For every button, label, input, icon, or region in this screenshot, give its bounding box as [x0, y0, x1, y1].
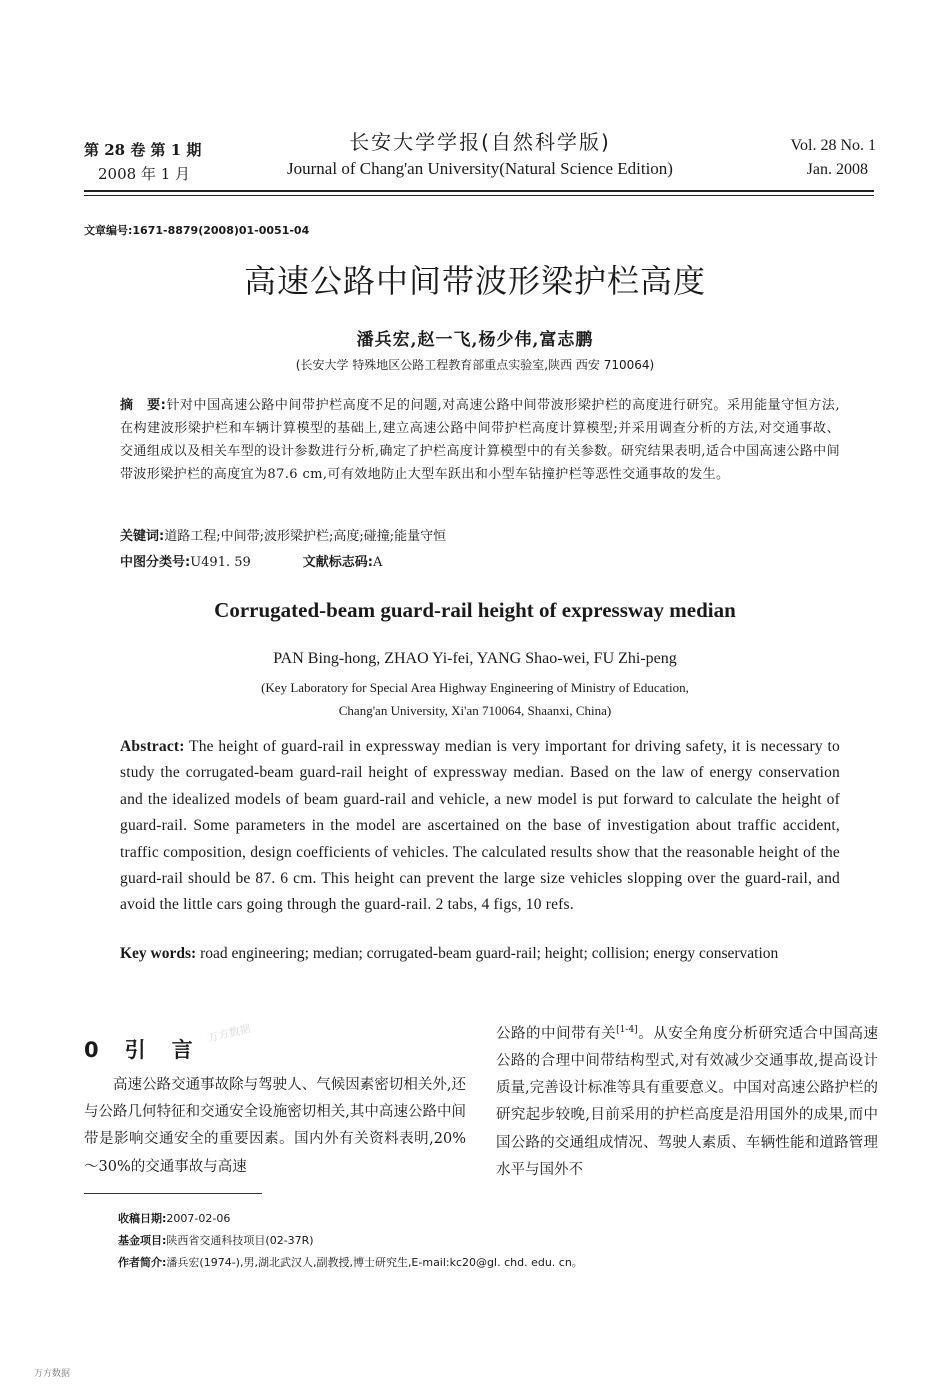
title-en: Corrugated-beam guard-rail height of expressway median: [214, 598, 736, 622]
volume-issue-cn: 第 28 卷 第 1 期: [84, 141, 202, 159]
abstract-cn-text: 针对中国高速公路中间带护栏高度不足的问题,对高速公路中间带波形梁护栏的高度进行研究。采用能量守恒方法,在构建波形梁护栏和车辆计算模型的基础上,建立高速公路中间带护栏高度计算模型;并采用调查分析的方法,对交通事故、交通组成以及相关车型的设计参数进行分析,确定了护栏高度计算模型中的有关参数。研究结果表明,适合中国高速公路中间带波形梁护栏的高度宜为87.6 cm,可有效地防止大型车跃出和小型车钻撞护栏等恶性交通事故的发生。: [120, 398, 840, 482]
footnote-fund: [118, 1230, 583, 1252]
section-title: 引言: [124, 1038, 219, 1062]
intro-right-text-a: 公路的中间带有关: [496, 1025, 617, 1042]
clc-value: U491. 59: [190, 555, 251, 570]
citation-ref: [1-4]: [616, 1025, 638, 1035]
affiliation-cn: (长安大学 特殊地区公路工程教育部重点实验室,陕西 西安 710064): [295, 358, 655, 372]
keywords-cn-text: 道路工程;中间带;波形梁护栏;高度;碰撞;能量守恒: [164, 529, 447, 544]
footnote-author: [118, 1252, 583, 1274]
section-number: 0: [84, 1038, 99, 1062]
abstract-cn: [120, 394, 840, 486]
author-bio-label: 作者简介:: [118, 1256, 167, 1269]
date-en: Jan. 2008: [806, 161, 868, 178]
header-rule-thin: [84, 195, 874, 196]
title-cn: 高速公路中间带波形梁护栏高度: [243, 262, 706, 300]
abstract-en-label: Abstract:: [120, 738, 185, 755]
classification-cn: [120, 551, 382, 570]
doc-code-label: 文献标志码:: [302, 555, 373, 570]
fund-label: 基金项目:: [118, 1234, 167, 1247]
affiliation-en-line2: Chang'an University, Xi'an 710064, Shaanxi, China): [338, 703, 612, 718]
body-column-right: [496, 1017, 878, 1184]
article-number-label: 文章编号:: [84, 224, 133, 237]
affiliation-en-line1: (Key Laboratory for Special Area Highway Engineering of Ministry of Education,: [261, 680, 689, 695]
keywords-cn: [120, 525, 446, 544]
abstract-cn-label: 摘 要:: [120, 398, 167, 413]
header-volume-issue-en: [752, 134, 876, 182]
received-label: 收稿日期:: [118, 1212, 167, 1225]
footnote-rule: [84, 1193, 262, 1194]
header-volume-issue-cn: [84, 138, 201, 186]
corner-mark: 万方数据: [34, 1369, 71, 1379]
intro-paragraph-right: [496, 1017, 878, 1184]
author-bio-value: 潘兵宏(1974-),男,湖北武汉人,副教授,博士研究生,E-mail:kc20@gl. chd. edu. cn。: [166, 1256, 583, 1269]
keywords-en-text: road engineering; median; corrugated-beam guard-rail; height; collision; energy conservation: [200, 945, 779, 962]
authors-en: PAN Bing-hong, ZHAO Yi-fei, YANG Shao-wei, FU Zhi-peng: [273, 650, 677, 667]
doc-code-value: A: [372, 555, 383, 570]
footnotes: [118, 1208, 583, 1274]
section-heading: [84, 1034, 219, 1064]
received-value: 2007-02-06: [166, 1212, 231, 1225]
keywords-en: [120, 940, 840, 968]
body-column-left: [84, 1072, 466, 1181]
abstract-en-text: The height of guard-rail in expressway median is very important for driving safety, it is necessary to study the corrugated-beam guard-rail height of expressway median. Based on the law of energy conservation and the idealized models of beam guard-rail and vehicle, a new model is put forward to calculate the height of guard-rail. Some parameters in the model are ascertained on the base of investigation about traffic accident, traffic composition, design coefficients of vehicles. The calculated results show that the reasonable height of the guard-rail should be 87. 6 cm. This height can prevent the large size vehicles slopping over the guard-rail, and avoid the little cars going through the guard-rail. 2 tabs, 4 figs, 10 refs.: [120, 738, 841, 914]
volume-issue-en: Vol. 28 No. 1: [790, 137, 876, 154]
article-number: [84, 222, 309, 238]
abstract-en: [120, 734, 840, 919]
header-rule-thick: [84, 190, 874, 192]
date-cn: 2008 年 1 月: [98, 165, 191, 183]
journal-name-en: Journal of Chang'an University(Natural Science Edition): [287, 159, 673, 178]
footnote-received: [118, 1208, 583, 1230]
intro-paragraph-left: 高速公路交通事故除与驾驶人、气候因素密切相关外,还与公路几何特征和交通安全设施密切相关,其中高速公路中间带是影响交通安全的重要因素。国内外有关资料表明,20%～30%的交通事故与高速: [84, 1077, 466, 1175]
authors-cn: 潘兵宏,赵一飞,杨少伟,富志鹏: [356, 330, 594, 350]
keywords-cn-label: 关键词:: [120, 529, 165, 544]
fund-value: 陕西省交通科技项目(02-37R): [166, 1234, 314, 1247]
journal-name-cn: 长安大学学报(自然科学版): [349, 130, 611, 154]
article-number-value: 1671-8879(2008)01-0051-04: [132, 224, 310, 237]
clc-label: 中图分类号:: [120, 555, 191, 570]
journal-name: [240, 128, 720, 182]
intro-right-text-b: 。从安全角度分析研究适合中国高速公路的合理中间带结构型式,对有效减少交通事故,提高设计质量,完善设计标准等具有重要意义。中国对高速公路护栏的研究起步较晚,目前采用的护栏高度是沿用国外的成果,而中国公路的交通组成情况、驾驶人素质、车辆性能和道路管理水平与国外不: [496, 1025, 879, 1178]
watermark: 万方数据: [206, 1021, 253, 1046]
keywords-en-label: Key words:: [120, 945, 197, 962]
affiliation-en: [0, 676, 950, 722]
